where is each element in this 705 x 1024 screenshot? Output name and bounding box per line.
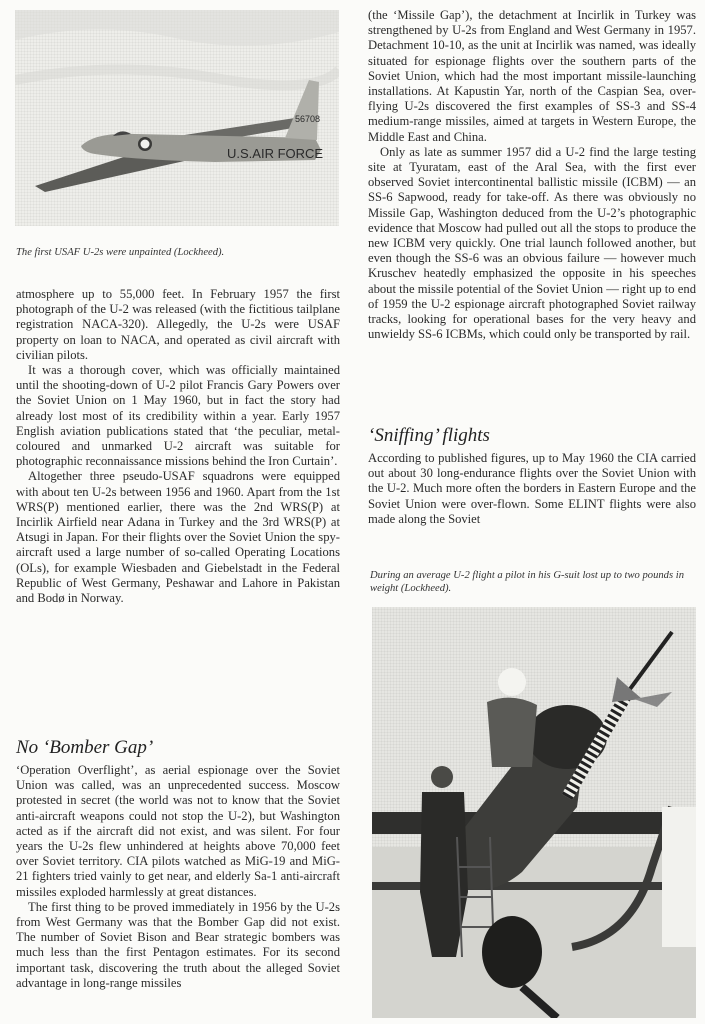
fuselage-marking: U.S.AIR FORCE [227,146,324,161]
figure-caption-u2-in-flight: The first USAF U-2s were unpainted (Lockheed). [16,247,225,258]
figure-caption-u2-pilot-boarding: During an average U-2 flight a pilot in his G-suit lost up to two pounds in weight (Lockheed). [370,570,684,594]
right-column [368,8,696,342]
paragraph: atmosphere up to 55,000 feet. In February 1957 the first photograph of the U-2 was released (with the fictitious tailplane registration NACA-320). Allegedly, the U-2s were USAF property on loan to NACA, and operated as civil aircraft with civilian pilots. [16,287,340,362]
tail-number: 56708 [295,114,321,124]
paragraph: It was a thorough cover, which was officially maintained until the shooting-down of U-2 pilot Francis Gary Powers over the Soviet Union on 1 May 1960, but in fact the story had already lost most of its credibility within a year. Early 1957 English aviation publications stated that ‘the peculiar, metal-coloured and unmarked U-2 aircraft was suitable for photographic reconnaissance missions behind the Iron Curtain’. [16,363,340,469]
paragraph: According to published figures, up to May 1960 the CIA carried out about 30 long-endurance flights over the Soviet Union with the U-2. Much more often the borders in Eastern Europe and the Soviet Union were over-flown. Some ELINT flights were also made along the Soviet [368,451,696,526]
section-no-bomber-gap [16,737,340,991]
photo-u2-in-flight [15,10,339,226]
section-heading: No ‘Bomber Gap’ [16,737,154,758]
paragraph: (the ‘Missile Gap’), the detachment at Incirlik in Turkey was strengthened by U-2s from England and West Germany in 1957. Detachment 10-10, as the unit at Incirlik was named, was ideally situated for espionage flights over the southern parts of the Soviet Union, which had the most important missile-launching installations. At Kapustin Yar, north of the Caspian Sea, over-flying U-2s discovered the first examples of SS-3 and SS-4 medium-range missiles, aimed at targets in Western Europe, the Middle East and China. [368,8,696,144]
paragraph: ‘Operation Overflight’, as aerial espionage over the Soviet Union was called, was an unprecedented success. Moscow protested in secret (the world was not to know that the Soviet anti-aircraft weapons could not stop the U-2), but Washington acted as if the aircraft did not exist, and was silent. For four years the U-2s flew unhindered at heights above 70,000 feet over Soviet territory. CIA pilots watched as MiG-19 and MiG-21 fighters tried vainly to get near, and elderly Sa-1 anti-aircraft missiles exploded harmlessly at great distances. [16,763,340,899]
section-heading: ‘Sniffing’ flights [368,425,490,446]
left-column [16,287,340,606]
paragraph: Altogether three pseudo-USAF squadrons were equipped with about ten U-2s between 1956 and 1960. Apart from the 1st WRS(P) mentioned earlier, there was the 2nd WRS(P) at Incirlik Airfield near Adana in Turkey and the 3rd WRS(P) at Atsugi in Japan. For their flights over the Soviet Union the spy-aircraft used a large number of so-called Operating Locations (OLs), for example Wiesbaden and Giebelstadt in the Federal Republic of West Germany, Peshawar and Lahore in Pakistan and Bodø in Norway. [16,469,340,606]
u2-aircraft-illustration [15,10,339,226]
section-sniffing-flights [368,425,696,527]
pilot-boarding-illustration [372,607,696,1018]
photo-u2-pilot-boarding [372,607,696,1018]
paragraph: Only as late as summer 1957 did a U-2 find the large testing site at Tyuratam, east of the Aral Sea, with the first ever observed Soviet intercontinental ballistic missile (ICBM) — an SS-6 Sapwood, ready for take-off. As there was obviously no Missile Gap, Washington deduced from the U-2’s photographic evidence that Moscow had pulled out all the stops to produce the new ICBM very quickly. One trial launch followed another, but even though the SS-6 was an obvious failure — however much Kruschev heatedly emphasized the opposite in his speeches about the missile potential of the Soviet Union — right up to end of 1959 the U-2 espionage aircraft photographed Soviet railway tracks, looking for operational bases for the very heavy and unwieldy SS-6 ICBMs, which could only be transported by rail. [368,144,696,342]
paragraph: The first thing to be proved immediately in 1956 by the U-2s from West Germany was that the Bomber Gap did not exist. The number of Soviet Bison and Bear strategic bombers was much less than the first Pentagon estimates. For its second important task, discovering the truth about the alleged Soviet advantage in long-range missiles [16,899,340,990]
